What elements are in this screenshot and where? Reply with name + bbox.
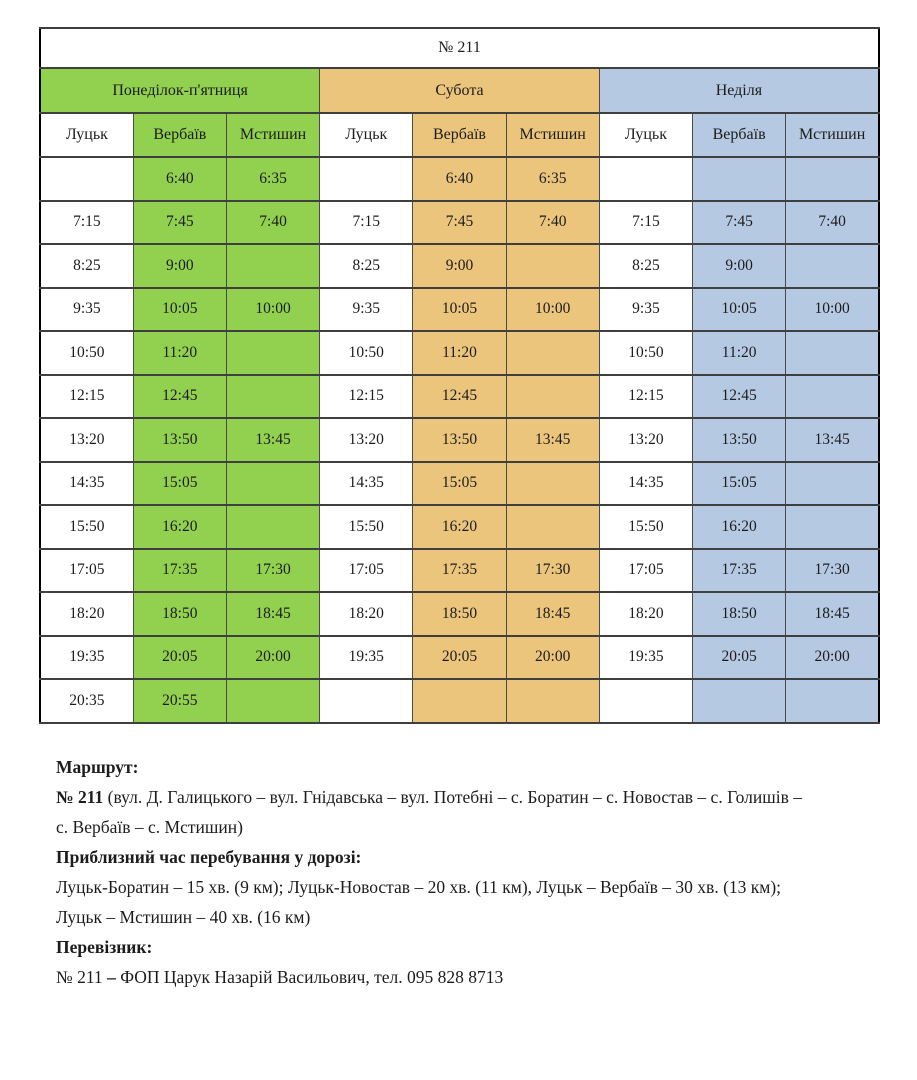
time-cell: 12:15: [40, 375, 133, 419]
time-cell: [506, 462, 599, 506]
time-cell: 15:50: [599, 505, 692, 549]
time-cell: [320, 157, 413, 201]
time-cell: [226, 505, 319, 549]
time-cell: 16:20: [693, 505, 786, 549]
time-cell: 17:35: [133, 549, 226, 593]
time-cell: 7:45: [413, 201, 506, 245]
day-group-header-1: Субота: [320, 68, 600, 113]
time-cell: 10:05: [133, 288, 226, 332]
table-row: [40, 244, 879, 288]
table-row: [40, 418, 879, 462]
time-cell: 18:50: [133, 592, 226, 636]
time-cell: [506, 244, 599, 288]
time-cell: 9:35: [320, 288, 413, 332]
table-row: [40, 375, 879, 419]
time-cell: [320, 679, 413, 723]
time-cell: [786, 375, 879, 419]
time-cell: 10:50: [40, 331, 133, 375]
time-cell: 20:05: [133, 636, 226, 680]
time-cell: [226, 462, 319, 506]
table-row: [40, 331, 879, 375]
time-cell: 20:00: [786, 636, 879, 680]
time-cell: 20:05: [693, 636, 786, 680]
time-cell: [599, 679, 692, 723]
time-cell: 18:20: [320, 592, 413, 636]
time-cell: 6:40: [413, 157, 506, 201]
time-cell: [506, 679, 599, 723]
table-row: [40, 462, 879, 506]
duration-heading: Приблизний час перебування у дорозі:: [56, 847, 362, 867]
time-cell: 12:15: [599, 375, 692, 419]
time-cell: 11:20: [693, 331, 786, 375]
time-cell: 15:05: [133, 462, 226, 506]
time-cell: [786, 244, 879, 288]
time-cell: [786, 505, 879, 549]
time-cell: 10:50: [599, 331, 692, 375]
time-cell: 7:40: [226, 201, 319, 245]
station-header: Вербаїв: [693, 113, 786, 157]
time-cell: [599, 157, 692, 201]
route-number-text: № 211: [56, 787, 104, 807]
time-cell: 20:05: [413, 636, 506, 680]
time-cell: 17:05: [599, 549, 692, 593]
time-cell: 7:40: [506, 201, 599, 245]
station-header: Вербаїв: [133, 113, 226, 157]
time-cell: [506, 331, 599, 375]
time-cell: 20:55: [133, 679, 226, 723]
time-cell: 14:35: [40, 462, 133, 506]
time-cell: 17:30: [786, 549, 879, 593]
time-cell: 7:15: [320, 201, 413, 245]
time-cell: 17:35: [413, 549, 506, 593]
time-cell: 17:05: [40, 549, 133, 593]
time-cell: 7:45: [133, 201, 226, 245]
table-row: [40, 288, 879, 332]
time-cell: 19:35: [599, 636, 692, 680]
time-cell: 7:15: [599, 201, 692, 245]
time-cell: 18:20: [40, 592, 133, 636]
station-header: Луцьк: [320, 113, 413, 157]
time-cell: [693, 679, 786, 723]
carrier-dash: –: [107, 967, 116, 987]
time-cell: 8:25: [599, 244, 692, 288]
table-row: [40, 549, 879, 593]
table-row: [40, 592, 879, 636]
time-cell: 13:45: [506, 418, 599, 462]
time-cell: 12:45: [133, 375, 226, 419]
station-header: Луцьк: [599, 113, 692, 157]
time-cell: 8:25: [320, 244, 413, 288]
time-cell: 10:00: [226, 288, 319, 332]
time-cell: [693, 157, 786, 201]
time-cell: 6:35: [226, 157, 319, 201]
table-row: [40, 679, 879, 723]
time-cell: 16:20: [413, 505, 506, 549]
time-cell: 13:50: [693, 418, 786, 462]
time-cell: [786, 679, 879, 723]
time-cell: 15:05: [413, 462, 506, 506]
time-cell: 14:35: [320, 462, 413, 506]
time-cell: 12:45: [413, 375, 506, 419]
time-cell: 9:00: [413, 244, 506, 288]
time-cell: 11:20: [133, 331, 226, 375]
time-cell: 6:35: [506, 157, 599, 201]
station-header: Мстишин: [226, 113, 319, 157]
time-cell: 20:00: [226, 636, 319, 680]
time-cell: 15:50: [320, 505, 413, 549]
route-description: [56, 782, 804, 842]
time-cell: 13:50: [413, 418, 506, 462]
time-cell: 18:45: [506, 592, 599, 636]
time-cell: [226, 679, 319, 723]
table-row: [40, 636, 879, 680]
time-cell: [506, 375, 599, 419]
time-cell: [786, 331, 879, 375]
time-cell: 13:20: [320, 418, 413, 462]
time-cell: 10:05: [693, 288, 786, 332]
time-cell: 12:45: [693, 375, 786, 419]
table-row: [40, 505, 879, 549]
time-cell: 20:00: [506, 636, 599, 680]
time-cell: 17:30: [506, 549, 599, 593]
carrier-heading: Перевізник:: [56, 937, 153, 957]
station-header: Луцьк: [40, 113, 133, 157]
route-stops-text: (вул. Д. Галицького – вул. Гнідавська – вул. Потебні – с. Боратин – с. Новостав – с. Голишів – с. Вербаїв – с. Мстишин): [56, 787, 802, 837]
time-cell: 9:00: [693, 244, 786, 288]
time-cell: [226, 244, 319, 288]
time-cell: 18:50: [693, 592, 786, 636]
time-cell: 19:35: [320, 636, 413, 680]
time-cell: 7:45: [693, 201, 786, 245]
station-header: Мстишин: [786, 113, 879, 157]
time-cell: 18:45: [226, 592, 319, 636]
time-cell: [226, 331, 319, 375]
time-cell: 17:30: [226, 549, 319, 593]
time-cell: 13:20: [599, 418, 692, 462]
time-cell: 11:20: [413, 331, 506, 375]
time-cell: 19:35: [40, 636, 133, 680]
time-cell: 10:00: [786, 288, 879, 332]
time-cell: 9:00: [133, 244, 226, 288]
route-heading: Маршрут:: [56, 757, 139, 777]
time-cell: 18:20: [599, 592, 692, 636]
time-cell: 8:25: [40, 244, 133, 288]
time-cell: 13:45: [786, 418, 879, 462]
time-cell: [506, 505, 599, 549]
time-cell: 13:20: [40, 418, 133, 462]
carrier-text: [56, 962, 804, 992]
time-cell: 15:50: [40, 505, 133, 549]
time-cell: 17:05: [320, 549, 413, 593]
time-cell: 18:50: [413, 592, 506, 636]
time-cell: 9:35: [40, 288, 133, 332]
time-cell: 13:50: [133, 418, 226, 462]
carrier-name-phone: ФОП Царук Назарій Васильович, тел. 095 828 8713: [115, 967, 504, 987]
duration-text: Луцьк-Боратин – 15 хв. (9 км); Луцьк-Новостав – 20 хв. (11 км), Луцьк – Вербаїв – 30 хв. (13 км); Луцьк – Мстишин – 40 хв. (16 км): [56, 877, 782, 927]
day-group-header-2: Неділя: [599, 68, 879, 113]
time-cell: 13:45: [226, 418, 319, 462]
time-cell: 9:35: [599, 288, 692, 332]
time-cell: 7:40: [786, 201, 879, 245]
time-cell: 15:05: [693, 462, 786, 506]
station-header: Вербаїв: [413, 113, 506, 157]
carrier-route-number: № 211: [56, 967, 108, 987]
time-cell: 17:35: [693, 549, 786, 593]
time-cell: [413, 679, 506, 723]
schedule-table: [39, 27, 880, 724]
time-cell: 12:15: [320, 375, 413, 419]
station-header: Мстишин: [506, 113, 599, 157]
table-row: [40, 157, 879, 201]
time-cell: 10:50: [320, 331, 413, 375]
day-group-header-0: Понеділок-п'ятниця: [40, 68, 320, 113]
notes-section: [56, 752, 816, 992]
time-cell: [226, 375, 319, 419]
time-cell: 6:40: [133, 157, 226, 201]
time-cell: 20:35: [40, 679, 133, 723]
time-cell: 16:20: [133, 505, 226, 549]
time-cell: 18:45: [786, 592, 879, 636]
time-cell: [786, 462, 879, 506]
route-number-cell: № 211: [40, 28, 879, 68]
time-cell: 10:05: [413, 288, 506, 332]
time-cell: 14:35: [599, 462, 692, 506]
time-cell: [786, 157, 879, 201]
time-cell: 7:15: [40, 201, 133, 245]
table-row: [40, 201, 879, 245]
time-cell: [40, 157, 133, 201]
time-cell: 10:00: [506, 288, 599, 332]
